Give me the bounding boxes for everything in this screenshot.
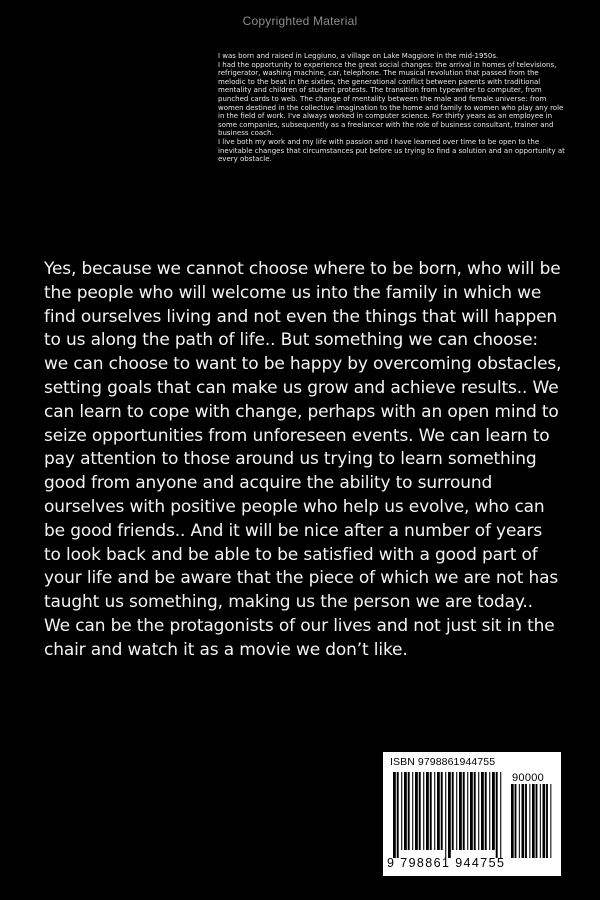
isbn-label: ISBN 9798861944755 xyxy=(390,756,496,768)
barcode-bar xyxy=(401,772,402,850)
barcode-bar xyxy=(441,772,443,850)
barcode-bar xyxy=(532,784,535,858)
barcode-bar xyxy=(426,772,429,850)
barcode-bar xyxy=(515,784,517,858)
barcode-bar xyxy=(500,772,501,858)
barcode-bar xyxy=(543,784,546,858)
barcode-bar xyxy=(423,772,424,850)
barcode-bar xyxy=(467,772,468,850)
barcode-bar xyxy=(408,772,410,850)
barcode-bar xyxy=(430,772,432,850)
barcode-bar xyxy=(404,772,407,850)
bio-paragraph: I was born and raised in Leggiuno, a village on Lake Maggiore in the mid-1950s. xyxy=(218,52,499,60)
barcode-bar xyxy=(489,772,490,850)
barcode-bar xyxy=(478,772,479,850)
barcode-bar xyxy=(452,772,454,850)
author-bio xyxy=(218,52,566,164)
barcode-bar xyxy=(519,784,520,858)
barcode-bar xyxy=(492,772,495,850)
addon-bars xyxy=(511,784,553,858)
bio-paragraph: I live both my work and my life with passion and I have learned over time to be open to the inevitable changes that circumstances put before us trying to find a solution and an opportunity at every obstacle. xyxy=(218,137,565,164)
back-cover-blurb: Yes, because we cannot choose where to be born, who will be the people who will welcome us into the family in which we find ourselves living and not even the things that will happen to us along the path of life.. But something we can choose: we can choose to want to be happy by overcoming obstacles, setting goals that can make us grow and achieve results.. We can learn to cope with change, perhaps with an open mind to seize opportunities from unforeseen events. We can learn to pay attention to those around us trying to learn something good from anyone and acquire the ability to surround ourselves with positive people who help us evolve, who can be good friends.. And it will be nice after a number of years to look back and be able to be satisfied with a good part of your life and be aware that the piece of which we are not has taught us something, making us the person we are today.. We can be the protagonists of our lives and not just sit in the chair and watch it as a movie we don’t like. xyxy=(44,259,562,660)
barcode-bar xyxy=(550,784,551,858)
barcode-bar xyxy=(448,772,451,858)
isbn-barcode xyxy=(383,752,561,876)
barcode-digits: 9 798861 944755 xyxy=(387,856,506,870)
barcode-bar xyxy=(393,772,396,858)
barcode-bar xyxy=(397,772,399,858)
barcode-bar xyxy=(529,784,530,858)
bio-paragraph: I had the opportunity to experience the great social changes: the arrival in homes of televisions, refrigerator, washing machine, car, telephone. The musical revolution that passed from the melodic to the beat in the sixties, the generational conflict between parents with traditional mentality and children of student protests. The transition from typewriter to computer, from punched cards to web. The change of mentality between the male and female universe: from women destined in the collective imagination to the home and family to women who play any role in the field of work. I've always worked in computer science. For thirty years as an employee in some companies, subsequently as a freelancer with the role of business consultant, trainer and business coach. xyxy=(218,60,564,138)
barcode-bar xyxy=(412,772,413,850)
price-addon-label: 90000 xyxy=(512,772,545,784)
barcode-bar xyxy=(459,772,462,850)
barcode-bar xyxy=(536,784,538,858)
barcode-bar xyxy=(445,772,446,858)
barcode-bar xyxy=(485,772,487,850)
barcode-bar xyxy=(456,772,457,850)
barcode-bar xyxy=(415,772,418,850)
barcode-bar xyxy=(474,772,476,850)
barcode-bar xyxy=(434,772,435,850)
barcode-bar xyxy=(481,772,484,850)
barcode-bar xyxy=(437,772,440,850)
barcode-bar xyxy=(470,772,473,850)
barcode-bar xyxy=(540,784,541,858)
barcode-bar xyxy=(546,784,548,858)
barcode-bar xyxy=(463,772,465,850)
ean13-bars xyxy=(393,772,503,858)
barcode-bar xyxy=(419,772,421,850)
barcode-bar xyxy=(496,772,498,858)
barcode-bar xyxy=(511,784,514,858)
copyright-watermark-top: Copyrighted Material xyxy=(242,14,358,28)
barcode-bar xyxy=(522,784,525,858)
barcode-bar xyxy=(525,784,527,858)
